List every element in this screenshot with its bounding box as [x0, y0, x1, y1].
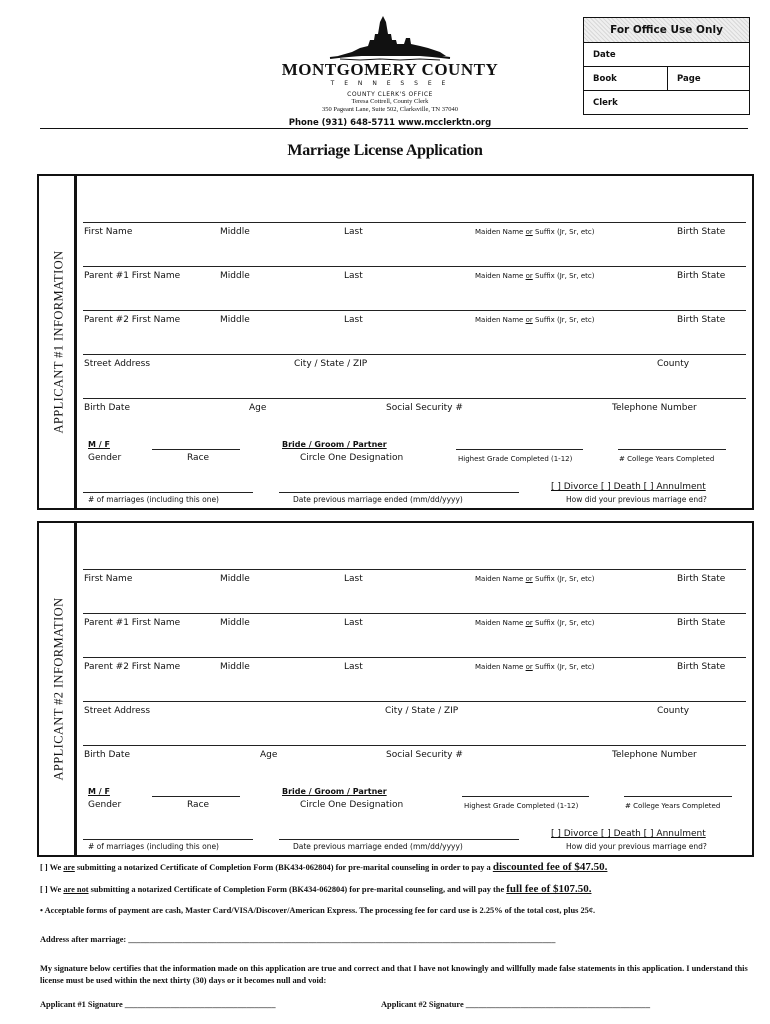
birth-date-label: Birth Date [84, 403, 130, 413]
age-label: Age [249, 403, 267, 413]
gender-options[interactable]: M / F [88, 440, 110, 449]
prev-date-label: Date previous marriage ended (mm/dd/yyyy) [293, 842, 463, 851]
applicant-2-side-label: APPLICANT #2 INFORMATION [51, 597, 66, 781]
office-page-label: Page [677, 74, 701, 84]
designation-label: Circle One Designation [300, 453, 404, 463]
office-use-title: For Office Use Only [584, 18, 749, 43]
race-line[interactable] [152, 796, 240, 797]
middle-name-label: Middle [220, 227, 250, 237]
maiden-name-label: Maiden Name or Suffix (Jr, Sr, etc) [475, 575, 595, 583]
parent1-birth-state-label: Birth State [677, 271, 726, 281]
prev-date-label: Date previous marriage ended (mm/dd/yyyy) [293, 495, 463, 504]
parent1-last-label: Last [344, 271, 363, 281]
parent2-last-label: Last [344, 662, 363, 672]
marriage-end-options[interactable]: [ ] Divorce [ ] Death [ ] Annulment [551, 482, 706, 492]
how-end-label: How did your previous marriage end? [566, 495, 707, 504]
designation-options[interactable]: Bride / Groom / Partner [282, 787, 387, 796]
office-book-label: Book [593, 74, 617, 84]
address-line[interactable] [83, 701, 746, 702]
parent2-last-label: Last [344, 315, 363, 325]
county-state: T E N N E S S E E [330, 80, 450, 87]
parent1-middle-label: Middle [220, 618, 250, 628]
office-clerk-label: Clerk [593, 98, 618, 108]
birth-state-label: Birth State [677, 227, 726, 237]
parent2-line[interactable] [83, 657, 746, 658]
telephone-label: Telephone Number [612, 403, 697, 413]
parent1-last-label: Last [344, 618, 363, 628]
parent1-first-label: Parent #1 First Name [84, 271, 181, 281]
gender-options[interactable]: M / F [88, 787, 110, 796]
county-label: County [657, 359, 690, 369]
applicant-2-signature-field[interactable]: Applicant #2 Signature ____________________________________________ [381, 1000, 651, 1009]
first-name-line[interactable] [83, 569, 746, 570]
parent1-maiden-label: Maiden Name or Suffix (Jr, Sr, etc) [475, 619, 595, 627]
parent1-birth-state-label: Birth State [677, 618, 726, 628]
office-address: 350 Pageant Lane, Suite 502, Clarksville, TN 37040 [322, 106, 458, 113]
parent1-first-label: Parent #1 First Name [84, 618, 181, 628]
how-end-label: How did your previous marriage end? [566, 842, 707, 851]
birth-date-label: Birth Date [84, 750, 130, 760]
office-date-label: Date [593, 50, 616, 60]
last-name-label: Last [344, 574, 363, 584]
ssn-label: Social Security # [386, 750, 463, 760]
marriages-label: # of marriages (including this one) [88, 842, 219, 851]
race-label: Race [187, 800, 210, 810]
parent2-maiden-label: Maiden Name or Suffix (Jr, Sr, etc) [475, 663, 595, 671]
birth-date-line[interactable] [83, 745, 746, 746]
college-label: # College Years Completed [619, 455, 715, 463]
parent2-middle-label: Middle [220, 662, 250, 672]
race-label: Race [187, 453, 210, 463]
county-name: MONTGOMERY COUNTY [281, 60, 499, 79]
city-state-zip-label: City / State / ZIP [385, 706, 459, 716]
discount-fee-option[interactable]: [ ] We are submitting a notarized Certificate of Completion Form (BK434-062804) for pre-marital counseling in order to pay a discounted fee of $47.50. [40, 861, 608, 873]
ssn-label: Social Security # [386, 403, 463, 413]
county-label: County [657, 706, 690, 716]
parent2-birth-state-label: Birth State [677, 662, 726, 672]
marriages-label: # of marriages (including this one) [88, 495, 219, 504]
college-line[interactable] [624, 796, 732, 797]
street-address-label: Street Address [84, 359, 151, 369]
grade-label: Highest Grade Completed (1-12) [458, 455, 573, 463]
full-fee-amount: full fee of $107.50. [506, 883, 592, 895]
maiden-name-label: Maiden Name or Suffix (Jr, Sr, etc) [475, 228, 595, 236]
middle-name-label: Middle [220, 574, 250, 584]
city-state-zip-label: City / State / ZIP [294, 359, 368, 369]
parent2-birth-state-label: Birth State [677, 315, 726, 325]
street-address-label: Street Address [84, 706, 151, 716]
designation-options[interactable]: Bride / Groom / Partner [282, 440, 387, 449]
first-name-label: First Name [84, 574, 133, 584]
discount-fee-amount: discounted fee of $47.50. [492, 861, 608, 873]
parent2-middle-label: Middle [220, 315, 250, 325]
full-fee-option[interactable]: [ ] We are not submitting a notarized Certificate of Completion Form (BK434-062804) for pre-marital counseling, and will pay the full fee of $107.50. [40, 883, 592, 895]
birth-state-label: Birth State [677, 574, 726, 584]
parent1-maiden-label: Maiden Name or Suffix (Jr, Sr, etc) [475, 272, 595, 280]
gender-label: Gender [88, 800, 122, 810]
marriage-end-options[interactable]: [ ] Divorce [ ] Death [ ] Annulment [551, 829, 706, 839]
certification-statement: My signature below certifies that the information made on this application are true and correct and that I have not knowingly and willfully made false statements in this application. I understand this license must be used within the next thirty (30) days or it becomes null and void: [40, 964, 748, 985]
parent2-first-label: Parent #2 First Name [84, 315, 181, 325]
parent2-maiden-label: Maiden Name or Suffix (Jr, Sr, etc) [475, 316, 595, 324]
last-name-label: Last [344, 227, 363, 237]
grade-line[interactable] [462, 796, 589, 797]
designation-label: Circle One Designation [300, 800, 404, 810]
parent1-middle-label: Middle [220, 271, 250, 281]
parent2-first-label: Parent #2 First Name [84, 662, 181, 672]
telephone-label: Telephone Number [612, 750, 697, 760]
applicant-1-signature-field[interactable]: Applicant #1 Signature ____________________________________ [40, 1000, 276, 1009]
parent1-line[interactable] [83, 613, 746, 614]
office-phone: Phone (931) 648-5711 www.mcclerktn.org [288, 118, 492, 128]
clerk-name: Teresa Cottrell, County Clerk [351, 98, 429, 105]
marriages-line[interactable] [83, 839, 253, 840]
age-label: Age [260, 750, 278, 760]
address-after-marriage-field[interactable]: Address after marriage: ______________________________________________________________________________________________________ [40, 935, 556, 944]
payment-note: • Acceptable forms of payment are cash, Master Card/VISA/Discover/American Express. The processing fee for card use is 2.25% of the total cost, plus 25¢. [40, 906, 596, 915]
prev-date-line[interactable] [279, 839, 519, 840]
first-name-label: First Name [84, 227, 133, 237]
applicant-1-side-label: APPLICANT #1 INFORMATION [51, 250, 66, 434]
office-name: COUNTY CLERK'S OFFICE [347, 91, 433, 98]
college-label: # College Years Completed [625, 802, 721, 810]
page-title: Marriage License Application [287, 142, 483, 159]
gender-label: Gender [88, 453, 122, 463]
grade-label: Highest Grade Completed (1-12) [464, 802, 579, 810]
